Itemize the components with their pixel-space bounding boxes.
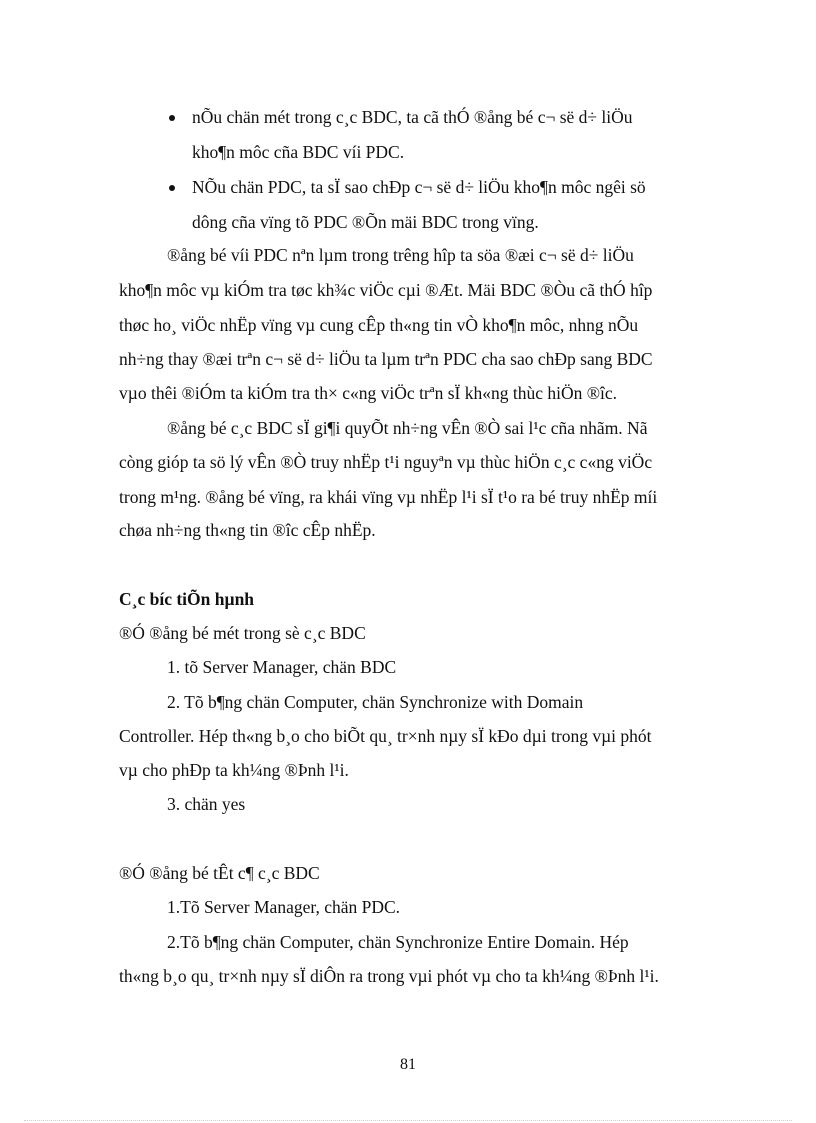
bullet-dot xyxy=(169,115,175,121)
sync-one-step-3: 3. chän yes xyxy=(167,794,246,814)
sync-all-step-2: 2.Tõ b¶ng chän Computer, chän Synchronize Entire Domain. Hép xyxy=(167,932,629,952)
sync-all-title: ®Ó ®ång bé tÊt c¶ c¸c BDC xyxy=(119,863,320,883)
paragraph-line: ®ång bé víi PDC nªn lµm trong trêng hîp ta söa ®æi c¬ së d÷ liÖu xyxy=(167,245,634,265)
paragraph-line: trong m¹ng. ®ång bé vïng, ra khái vïng vµ nhËp l¹i sÏ t¹o ra bé truy nhËp míi xyxy=(119,487,658,507)
bullet-item xyxy=(163,100,703,170)
sync-all-step-1: 1.Tõ Server Manager, chän PDC. xyxy=(167,897,401,917)
sync-all-step-2: th«ng b¸o qu¸ tr×nh nµy sÏ diÔn ra trong vµi phót vµ cho ta kh¼ng ®Þnh l¹i. xyxy=(119,966,659,986)
sync-one-step-2: vµ cho phÐp ta kh¼ng ®Þnh l¹i. xyxy=(119,760,349,780)
paragraph-line: kho¶n môc vµ kiÓm tra tøc kh¾c viÖc cµi ®Æt. Mäi BDC ®Òu cã thÓ hîp xyxy=(119,280,653,300)
paragraph-line: thøc ho¸ viÖc nhËp vïng vµ cung cÊp th«ng tin vÒ kho¶n môc, nhng nÕu xyxy=(119,315,639,335)
page-bottom-divider xyxy=(24,1120,792,1121)
paragraph-line: chøa nh÷ng th«ng tin ®îc cÊp nhËp. xyxy=(119,520,376,540)
paragraph-line: nh÷ng thay ®æi trªn c¬ së d÷ liÖu ta lµm trªn PDC cha sao chÐp sang BDC xyxy=(119,349,653,369)
bullet-list xyxy=(163,100,703,240)
bullet-line: NÕu chän PDC, ta sÏ sao chÐp c¬ së d÷ liÖu kho¶n môc ngêi sö xyxy=(192,177,646,197)
sync-one-step-1: 1. tõ Server Manager, chän BDC xyxy=(167,657,397,677)
paragraph-line: ®ång bé c¸c BDC sÏ gi¶i quyÕt nh÷ng vÊn ®Ò sai l¹c cña nhãm. Nã xyxy=(167,418,648,438)
bullet-line: dông cña vïng tõ PDC ®Õn mäi BDC trong vïng. xyxy=(192,212,539,232)
bullet-item xyxy=(163,170,703,240)
paragraph-line: còng gióp ta sö lý vÊn ®Ò truy nhËp t¹i nguyªn vµ thùc hiÖn c¸c c«ng viÖc xyxy=(119,452,653,472)
bullet-line: nÕu chän mét trong c¸c BDC, ta cã thÓ ®ång bé c¬ së d÷ liÖu xyxy=(192,107,633,127)
sync-one-step-2: Controller. Hép th«ng b¸o cho biÕt qu¸ tr×nh nµy sÏ kÐo dµi trong vµi phót xyxy=(119,726,652,746)
sync-one-title: ®Ó ®ång bé mét trong sè c¸c BDC xyxy=(119,623,366,643)
paragraph-line: vµo thêi ®iÓm ta kiÓm tra th× c«ng viÖc trªn sÏ kh«ng thùc hiÖn ®îc. xyxy=(119,383,618,403)
sync-one-step-2: 2. Tõ b¶ng chän Computer, chän Synchronize with Domain xyxy=(167,692,584,712)
bullet-dot xyxy=(169,185,175,191)
section-heading: C¸c bíc tiÕn hµnh xyxy=(119,589,255,609)
page-number: 81 xyxy=(400,1056,416,1073)
bullet-line: kho¶n môc cña BDC víi PDC. xyxy=(192,142,405,162)
